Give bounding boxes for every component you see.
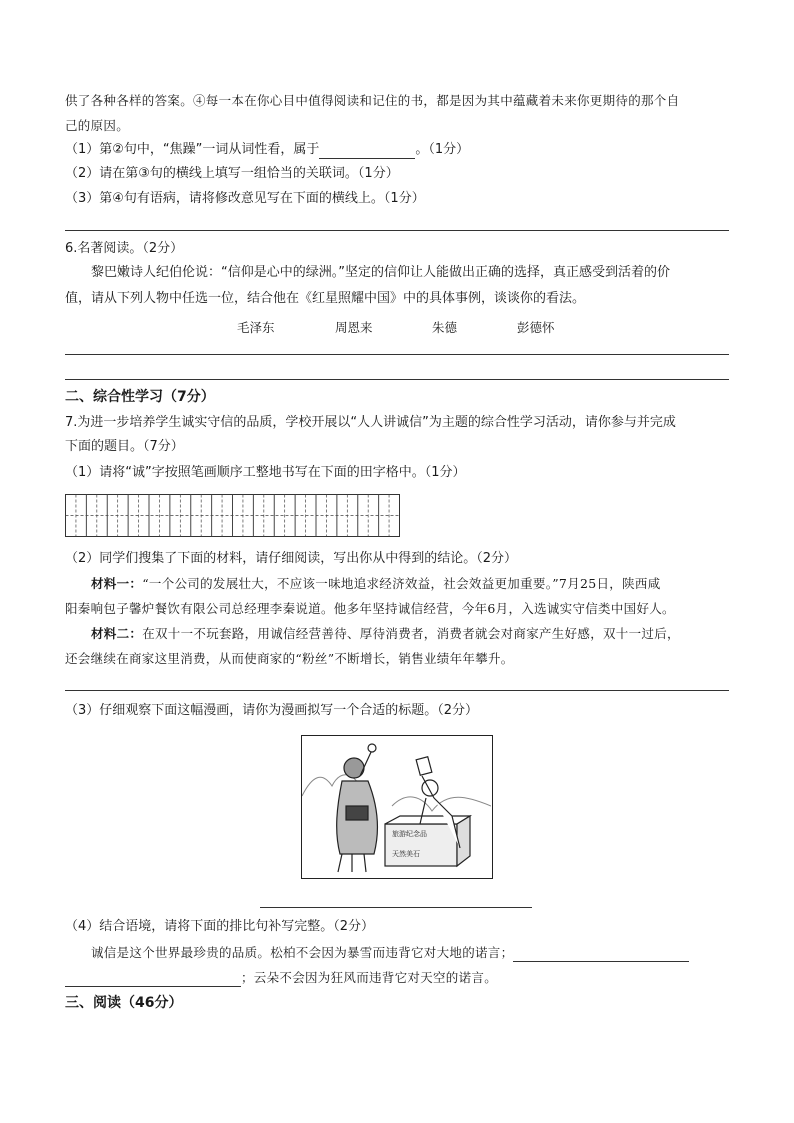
material2-text: 在双十一不玩套路，用诚信经营善待、厚待消费者，消费者就会对商家产生好感，双十一过后， (142, 626, 680, 641)
answer-blank[interactable] (65, 972, 241, 987)
person-option: 朱德 (432, 320, 458, 335)
q7-line: 下面的题目。（7分） (65, 439, 184, 454)
cartoon-box-text: 天然美石 (392, 850, 420, 858)
title-answer-line[interactable] (260, 907, 532, 908)
q5-sub2: （2）请在第③句的横线上填写一组恰当的关联词。（1分） (65, 166, 399, 181)
q7-sub2: （2）同学们搜集了下面的材料，请仔细阅读，写出你从中得到的结论。（2分） (65, 551, 518, 566)
material-line (65, 575, 661, 593)
q7-line: 7.为进一步培养学生诚实守信的品质，学校开展以“人人讲诚信”为主题的综合性学习活动，请你参与并完成 (65, 415, 676, 430)
cartoon-sign-text: 旅游纪念品 (392, 830, 427, 838)
tianzige-grid[interactable] (65, 494, 401, 538)
person-option: 周恩来 (335, 320, 373, 335)
person-option: 毛泽东 (237, 320, 275, 335)
person-options (0, 318, 794, 336)
material-line: 阳秦响包子馨炉餐饮有限公司总经理李秦说道。他多年坚持诚信经营，今年6月，入选诚实守信类中国好人。 (65, 601, 675, 616)
sub4-text: 诚信是这个世界最珍贵的品质。松柏不会因为暴雪而违背它对大地的诺言； (91, 945, 514, 960)
answer-blank[interactable] (513, 947, 689, 962)
q6-title: 6.名著阅读。（2分） (65, 241, 184, 256)
sub4-line (65, 944, 689, 962)
q6-para-text: 黎巴嫩诗人纪伯伦说：“信仰是心中的绿洲。”坚定的信仰让人能做出正确的选择，真正感受到活着的价 (91, 265, 670, 280)
q5-sub1-text: （1）第②句中，“焦躁”一词从词性看，属于 (65, 142, 320, 157)
material1-label: 材料一： (91, 576, 143, 591)
q7-sub3: （3）仔细观察下面这幅漫画，请你为漫画拟写一个合适的标题。（2分） (65, 703, 479, 718)
answer-line[interactable] (65, 230, 729, 231)
q7-sub4: （4）结合语境，请将下面的排比句补写完整。（2分） (65, 919, 375, 934)
answer-line[interactable] (65, 379, 729, 380)
q5-sub3: （3）第④句有语病，请将修改意见写在下面的横线上。（1分） (65, 191, 425, 206)
material1-text: “一个公司的发展壮大，不应该一味地追求经济效益，社会效益更加重要。”7月25日，陕西咸 (142, 576, 661, 591)
q6-para-line: 值，请从下列人物中任选一位，结合他在《红星照耀中国》中的具体事例，谈谈你的看法。 (65, 291, 586, 306)
person-option: 彭德怀 (517, 320, 555, 335)
answer-line[interactable] (65, 354, 729, 355)
q5-sub1 (65, 141, 469, 159)
q6-para-line (65, 264, 670, 282)
section-heading: 二、综合性学习（7分） (65, 389, 215, 405)
answer-blank[interactable] (319, 144, 415, 159)
paragraph-line: 供了各种各样的答案。④每一本在你心目中值得阅读和记住的书，都是因为其中蕴藏着未来你更期待的那个自 (65, 93, 680, 108)
paragraph-line: 己的原因。 (65, 118, 130, 133)
answer-line[interactable] (65, 690, 729, 691)
cartoon-image (301, 735, 493, 879)
material-line (65, 625, 680, 643)
q7-sub1: （1）请将“诚”字按照笔画顺序工整地书写在下面的田字格中。（1分） (65, 465, 466, 480)
material-line: 还会继续在商家这里消费，从而使商家的“粉丝”不断增长，销售业绩年年攀升。 (65, 651, 514, 666)
sub4-line (65, 969, 497, 987)
section-heading: 三、阅读（46分） (65, 995, 183, 1011)
q5-sub1-score: 。（1分） (415, 142, 470, 157)
material2-label: 材料二： (91, 626, 143, 641)
sub4-text: ；云朵不会因为狂风而违背它对天空的诺言。 (241, 970, 498, 985)
cartoon-drawing (302, 736, 491, 877)
